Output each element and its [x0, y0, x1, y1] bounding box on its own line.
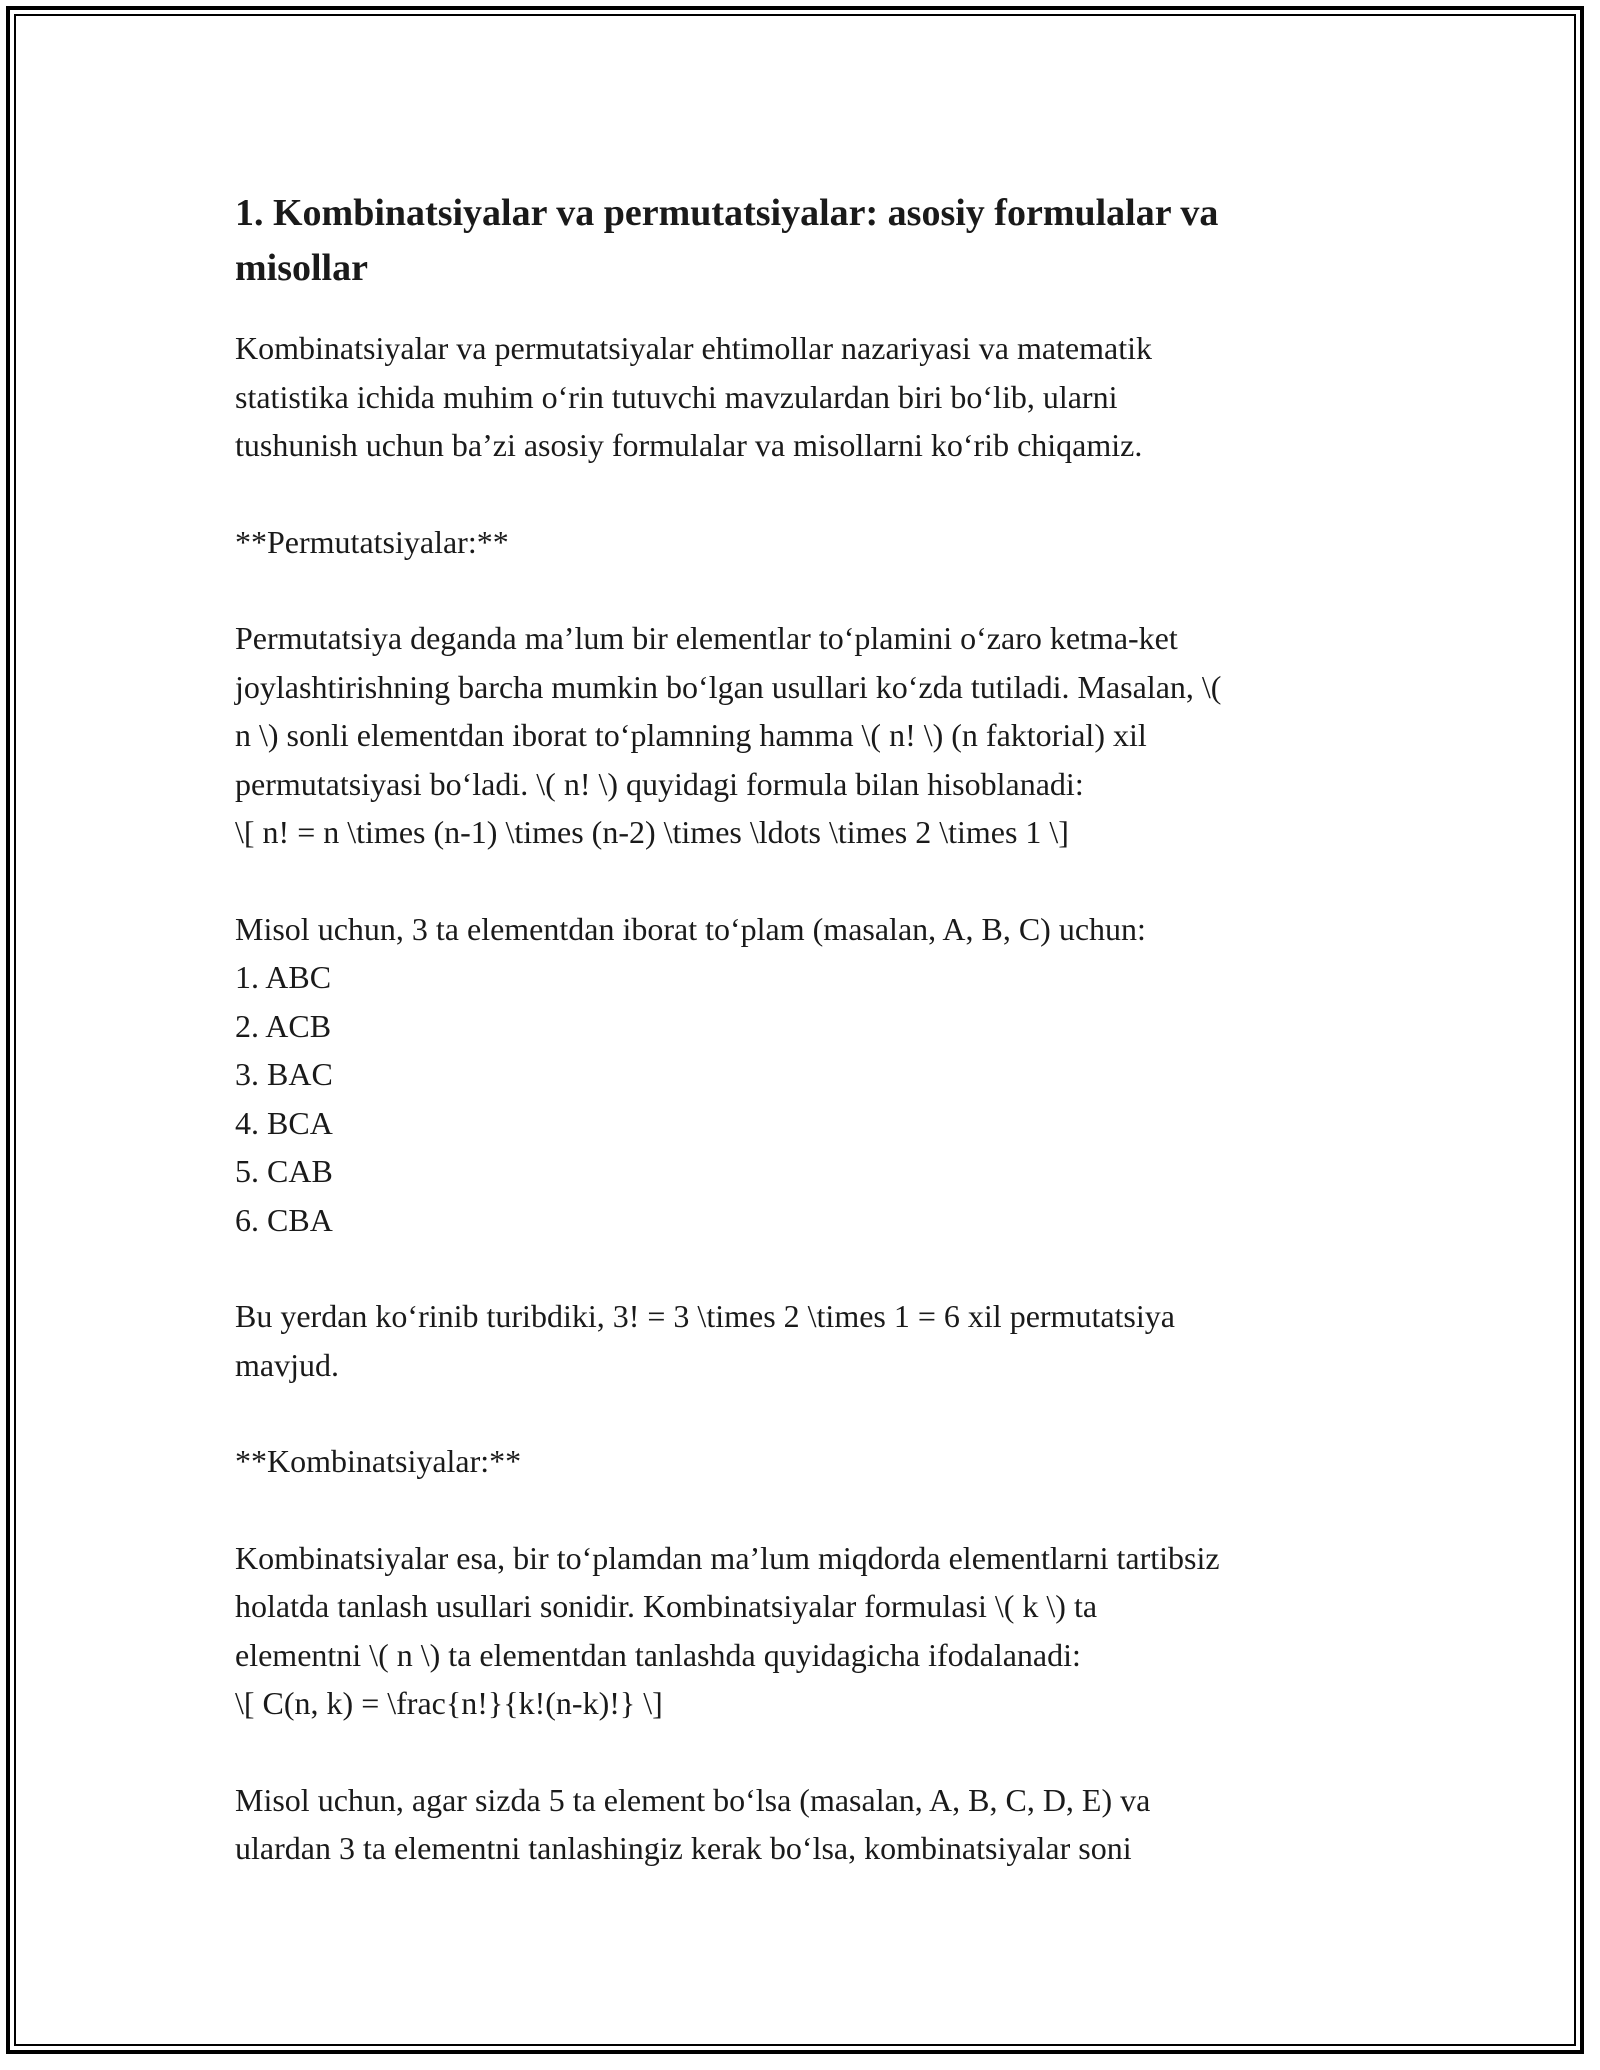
permutation-definition-line: joylashtirishning barcha mumkin bo‘lgan usullari ko‘zda tutiladi. Masalan, \( — [235, 668, 1222, 705]
permutation-definition-line: Permutatsiya deganda ma’lum bir elementlar to‘plamini o‘zaro ketma-ket — [235, 620, 1178, 656]
combination-formula: \[ C(n, k) = \frac{n!}{k!(n-k)!} \] — [235, 1685, 663, 1721]
title-line: misollar — [235, 247, 368, 289]
permutation-conclusion-line: Bu yerdan ko‘rinib turibdiki, 3! = 3 \times 2 \times 1 = 6 xil permutatsiya — [235, 1298, 1175, 1334]
combination-definition — [235, 1534, 1375, 1728]
intro-line: tushunish uchun ba’zi asosiy formulalar va misollarni ko‘rib chiqamiz. — [235, 427, 1143, 463]
list-item: 1. ABC — [235, 959, 332, 995]
list-item: 5. CAB — [235, 1153, 333, 1189]
permutation-conclusion-line: mavjud. — [235, 1346, 339, 1383]
combination-definition-line: elementni \( n \) ta elementdan tanlashda quyidagicha ifodalanadi: — [235, 1636, 1081, 1673]
permutation-definition-line: permutatsiyasi bo‘ladi. \( n! \) quyidagi formula bilan hisoblanadi: — [235, 765, 1084, 802]
permutations-heading — [235, 518, 1375, 567]
list-item: 3. BAC — [235, 1056, 333, 1092]
combinations-heading-text: **Kombinatsiyalar:** — [235, 1443, 522, 1479]
combination-definition-line: holatda tanlash usullari sonidir. Kombinatsiyalar formulasi \( k \) ta — [235, 1588, 1098, 1624]
permutation-example-intro: Misol uchun, 3 ta elementdan iborat to‘plam (masalan, A, B, C) uchun: — [235, 910, 1146, 947]
combination-definition-line: Kombinatsiyalar esa, bir to‘plamdan ma’lum miqdorda elementlarni tartibsiz — [235, 1539, 1220, 1576]
section-title — [235, 186, 1375, 296]
intro-paragraph — [235, 324, 1375, 470]
document-body — [235, 186, 1375, 1921]
intro-line: statistika ichida muhim o‘rin tutuvchi mavzulardan biri bo‘lib, ularni — [235, 378, 1118, 415]
combination-example-line: Misol uchun, agar sizda 5 ta element bo‘lsa (masalan, A, B, C, D, E) va — [235, 1781, 1151, 1818]
permutations-heading-text: **Permutatsiyalar:** — [235, 523, 509, 560]
combination-example — [235, 1776, 1375, 1873]
factorial-formula: \[ n! = n \times (n-1) \times (n-2) \times \ldots \times 2 \times 1 \] — [235, 814, 1069, 850]
list-item: 2. ACB — [235, 1007, 332, 1044]
title-line: 1. Kombinatsiyalar va permutatsiyalar: asosiy formulalar va — [235, 192, 1219, 234]
list-item: 6. CBA — [235, 1201, 333, 1238]
intro-line: Kombinatsiyalar va permutatsiyalar ehtimollar nazariyasi va matematik — [235, 330, 1152, 366]
permutation-conclusion — [235, 1292, 1375, 1389]
combinations-heading — [235, 1437, 1375, 1486]
permutation-definition — [235, 614, 1375, 857]
list-item: 4. BCA — [235, 1104, 333, 1141]
combination-example-line: ulardan 3 ta elementni tanlashingiz kerak bo‘lsa, kombinatsiyalar soni — [235, 1830, 1132, 1866]
permutation-example — [235, 905, 1375, 1245]
permutation-definition-line: n \) sonli elementdan iborat to‘plamning hamma \( n! \) (n faktorial) xil — [235, 717, 1147, 753]
